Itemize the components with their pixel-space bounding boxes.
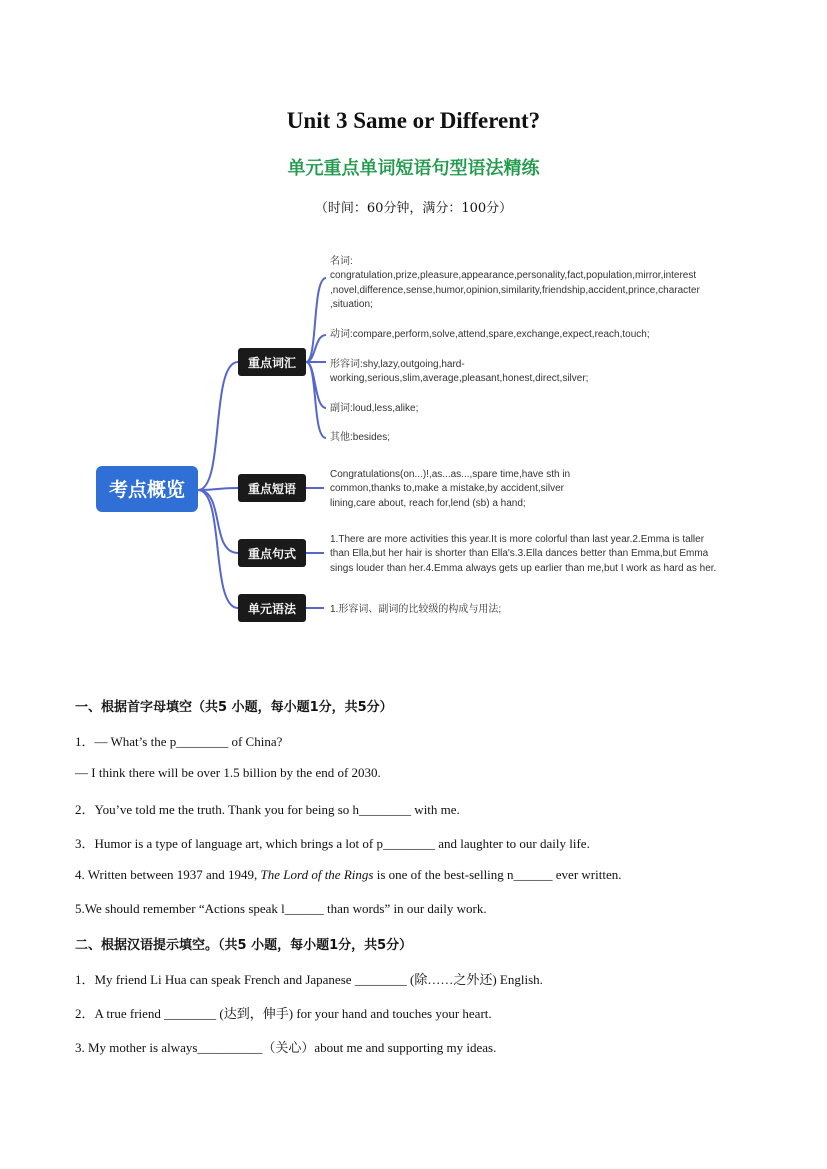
question-text: 5.We should remember “Actions speak l______ than words” in our daily work. xyxy=(75,901,487,916)
question-text: 2．You’ve told me the truth. Thank you for being so h________ with me. xyxy=(75,802,460,817)
section1-heading: 一、根据首字母填空（共5 小题，每小题1分，共5分） xyxy=(75,700,393,715)
phrases-text xyxy=(330,469,570,509)
branch-label-grammar: 单元语法 xyxy=(247,602,297,616)
time-info: （时间：60分钟，满分：100分） xyxy=(314,201,513,216)
sentences-text xyxy=(330,534,716,574)
question-text: — I think there will be over 1.5 billion by the end of 2030. xyxy=(75,765,381,780)
branch-label-phrases: 重点短语 xyxy=(247,482,297,496)
section2-heading: 二、根据汉语提示填空。（共5 小题，每小题1分，共5分） xyxy=(75,938,413,953)
vocab-line: 形容词:shy,lazy,outgoing,hard- xyxy=(330,359,465,370)
connector-root-grammar xyxy=(198,490,238,608)
grammar-text xyxy=(330,602,501,615)
book-title: The Lord of the Rings xyxy=(260,867,374,882)
question-4-prefix: 4. Written between 1937 and 1949, xyxy=(75,867,261,882)
page-title: Unit 3 Same or Different? xyxy=(286,108,541,133)
question-text: 3. My mother is always__________（关心）about me and supporting my ideas. xyxy=(75,1040,497,1055)
connector-vocab-bracket xyxy=(306,278,326,438)
vocab-text xyxy=(329,255,700,443)
phrases-line: common,thanks to,make a mistake,by accident,silver xyxy=(330,483,564,494)
branch-label-vocab: 重点词汇 xyxy=(247,356,297,370)
vocab-line: 其他:besides; xyxy=(330,432,391,443)
grammar-line: 1.形容词、副词的比较级的构成与用法; xyxy=(330,604,502,615)
branch-label-sentences: 重点句式 xyxy=(247,547,297,561)
question-text: 1．My friend Li Hua can speak French and Japanese ________ (除……之外还) English. xyxy=(75,972,543,987)
mind-map xyxy=(0,240,827,630)
sentences-line: 1.There are more activities this year.It is more colorful than last year.2.Emma is taller xyxy=(330,534,705,545)
root-node-label: 考点概览 xyxy=(108,479,186,501)
sentences-line: sings louder than her.4.Emma always gets up earlier than me,but I work as hard as her. xyxy=(330,563,717,574)
vocab-line: 动词:compare,perform,solve,attend,spare,exchange,expect,reach,touch; xyxy=(330,329,650,340)
page-subtitle: 单元重点单词短语句型语法精练 xyxy=(287,158,540,179)
vocab-line: working,serious,slim,average,pleasant,honest,direct,silver; xyxy=(330,373,589,384)
question-text: 3．Humor is a type of language art, which brings a lot of p________ and laughter to our daily life. xyxy=(75,836,590,851)
vocab-line: 名词: xyxy=(330,256,353,267)
sentences-line: than Ella,but her hair is shorter than Ella's.3.Ella dances better than Emma,but Emma xyxy=(330,548,709,559)
question-text: 1．— What’s the p________ of China? xyxy=(75,734,283,749)
vocab-line: 副词:loud,less,alike; xyxy=(330,403,419,414)
question-text: 2．A true friend ________ (达到，伸手) for your hand and touches your heart. xyxy=(75,1006,492,1021)
question-4-suffix: is one of the best-selling n______ ever written. xyxy=(373,867,622,882)
vocab-line: congratulation,prize,pleasure,appearance,personality,fact,population,mirror,interest xyxy=(330,270,697,281)
question-4 xyxy=(75,867,621,883)
phrases-line: lining,care about, reach for,lend (sb) a hand; xyxy=(330,498,526,509)
connector-root-vocab xyxy=(198,362,238,490)
vocab-line: ,novel,difference,sense,humor,opinion,similarity,friendship,accident,prince,character xyxy=(330,285,700,296)
vocab-line: ,situation; xyxy=(330,299,373,310)
phrases-line: Congratulations(on...)!,as...as...,spare time,have sth in xyxy=(330,469,571,480)
